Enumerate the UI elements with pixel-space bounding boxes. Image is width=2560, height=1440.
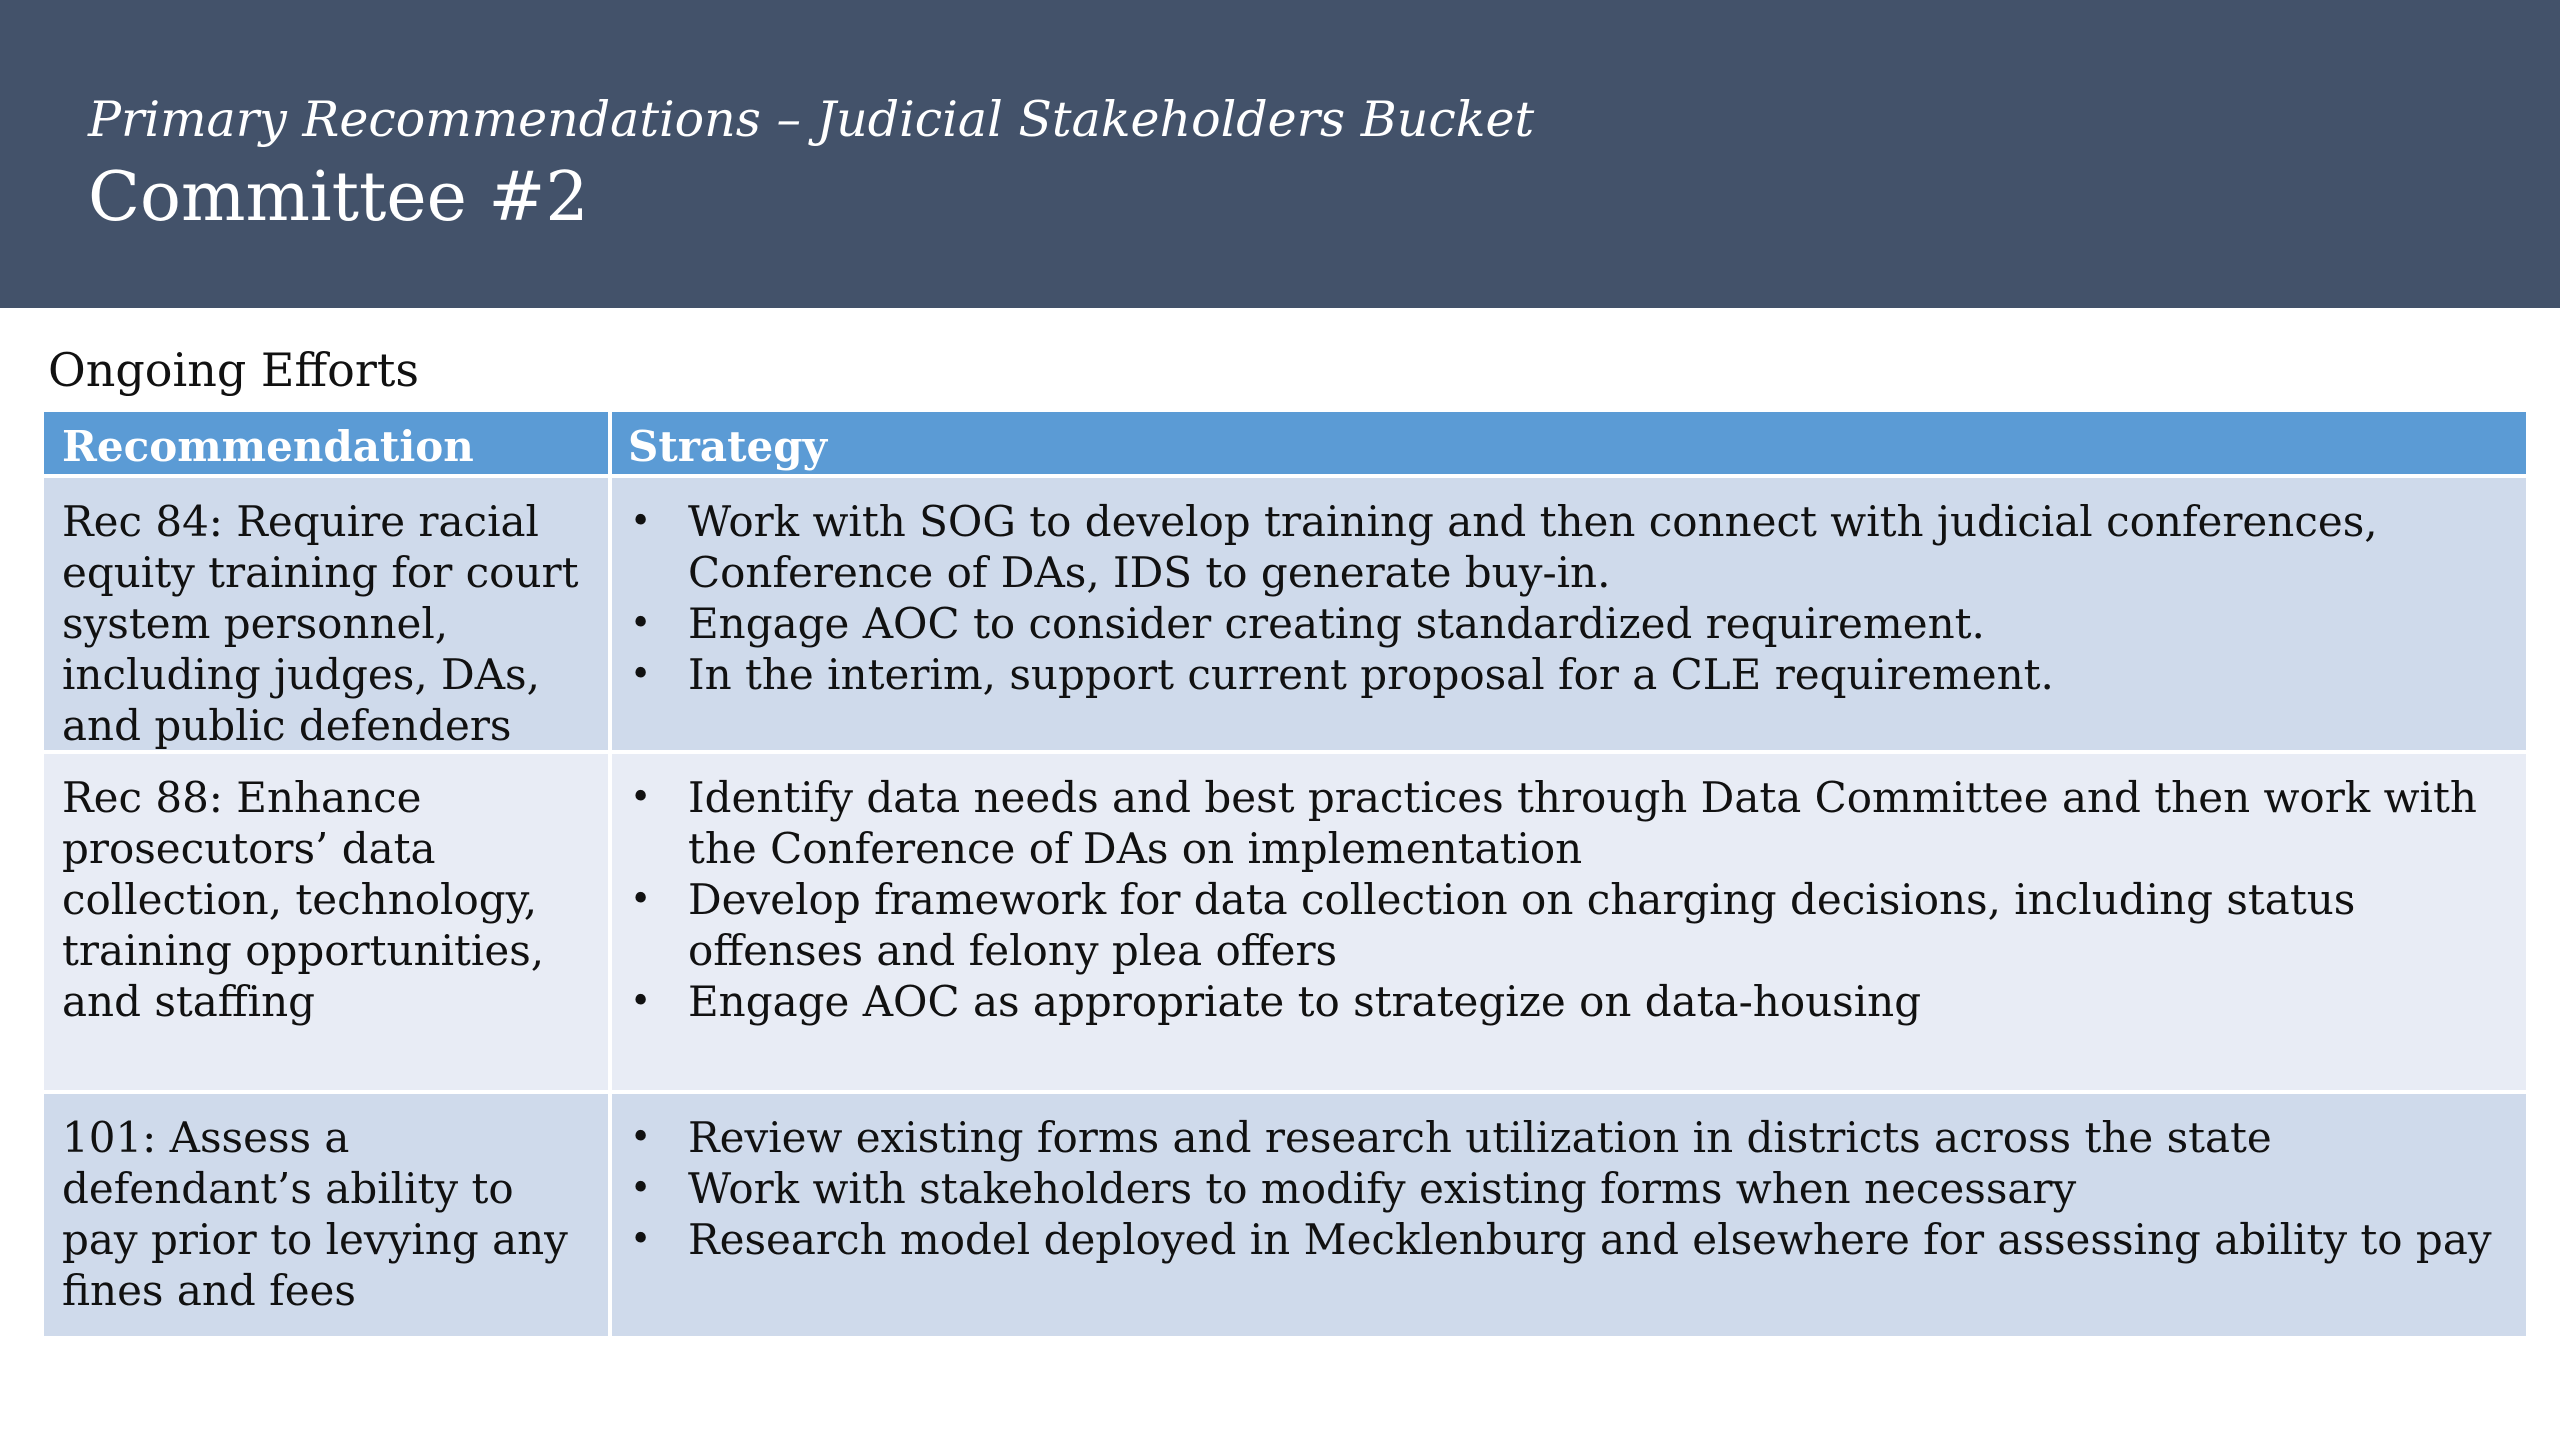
- strategy-item: [628, 772, 2510, 874]
- strategy-text: Work with stakeholders to modify existing forms when necessary: [688, 1164, 2077, 1213]
- strategy-item: [628, 1163, 2510, 1214]
- recommendation-cell: [44, 754, 612, 1090]
- strategy-item: [628, 598, 2510, 649]
- strategy-text: Work with SOG to develop training and then connect with judicial conferences, Conference of DAs, IDS to generate buy-in.: [688, 497, 2378, 597]
- strategy-text: Identify data needs and best practices through Data Committee and then work with the Conference of DAs on implementation: [688, 773, 2477, 873]
- recommendation-text: Rec 88: Enhance prosecutors’ data collection, technology, training opportunities, and staffing: [62, 773, 545, 1026]
- strategy-item: [628, 496, 2510, 598]
- slide-title: Committee #2: [88, 158, 589, 237]
- bullet-icon: •: [630, 777, 652, 818]
- strategy-cell: [612, 478, 2526, 750]
- bullet-icon: •: [630, 1168, 652, 1209]
- table-row: [44, 478, 2526, 754]
- strategy-text: Research model deployed in Mecklenburg and elsewhere for assessing ability to pay: [688, 1215, 2492, 1264]
- recommendation-cell: [44, 1094, 612, 1336]
- strategy-text: In the interim, support current proposal for a CLE requirement.: [688, 650, 2054, 699]
- bullet-icon: •: [630, 603, 652, 644]
- strategy-item: [628, 1112, 2510, 1163]
- bullet-icon: •: [630, 654, 652, 695]
- strategy-list: [628, 772, 2510, 1027]
- strategy-cell: [612, 754, 2526, 1090]
- strategy-text: Engage AOC to consider creating standardized requirement.: [688, 599, 1985, 648]
- strategy-text: Review existing forms and research utilization in districts across the state: [688, 1113, 2272, 1162]
- bullet-icon: •: [630, 1117, 652, 1158]
- strategy-text: Develop framework for data collection on charging decisions, including status offenses and felony plea offers: [688, 875, 2356, 975]
- strategy-item: [628, 874, 2510, 976]
- bullet-icon: •: [630, 1219, 652, 1260]
- recommendations-table: [44, 412, 2526, 1336]
- recommendation-cell: [44, 478, 612, 750]
- recommendation-text: 101: Assess a defendant’s ability to pay prior to levying any fines and fees: [62, 1113, 568, 1315]
- section-label: Ongoing Efforts: [48, 343, 419, 397]
- table-row: [44, 754, 2526, 1094]
- strategy-item: [628, 649, 2510, 700]
- strategy-cell: [612, 1094, 2526, 1336]
- strategy-list: [628, 1112, 2510, 1265]
- slide-subtitle: Primary Recommendations – Judicial Stakeholders Bucket: [88, 91, 1535, 148]
- bullet-icon: •: [630, 981, 652, 1022]
- column-header-strategy: Strategy: [628, 422, 827, 471]
- slide-header: [0, 0, 2560, 308]
- strategy-text: Engage AOC as appropriate to strategize on data-housing: [688, 977, 1922, 1026]
- table-row: [44, 1094, 2526, 1336]
- recommendation-text: Rec 84: Require racial equity training for court system personnel, including judges, DAs, and public defenders: [62, 497, 579, 750]
- strategy-list: [628, 496, 2510, 700]
- bullet-icon: •: [630, 879, 652, 920]
- strategy-item: [628, 976, 2510, 1027]
- strategy-item: [628, 1214, 2510, 1265]
- table-header-row: [44, 412, 2526, 478]
- bullet-icon: •: [630, 501, 652, 542]
- column-header-recommendation: Recommendation: [44, 412, 612, 474]
